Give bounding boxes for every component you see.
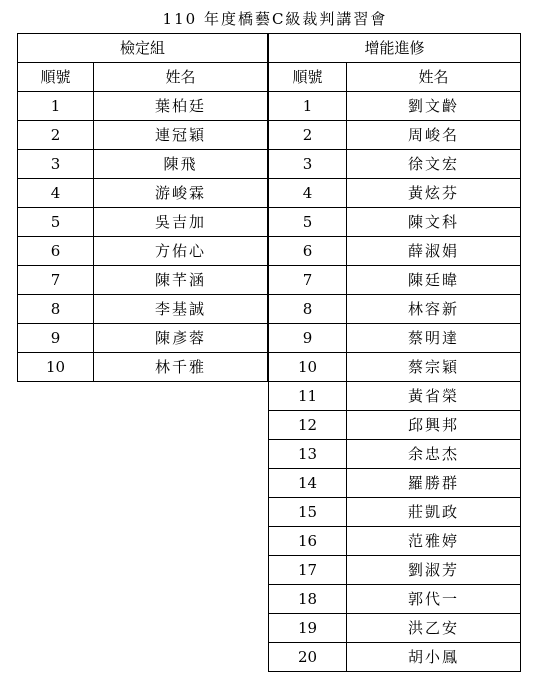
- table-row: [18, 92, 268, 121]
- row-number: 6: [18, 237, 94, 266]
- row-number: 20: [269, 643, 347, 672]
- row-name: 余忠杰: [347, 440, 521, 469]
- table-row: [18, 121, 268, 150]
- table-row: [269, 324, 521, 353]
- column-header-no: 順號: [18, 63, 94, 92]
- column-header-row: [18, 63, 268, 92]
- row-name: 薛淑娟: [347, 237, 521, 266]
- column-header-row: [269, 63, 521, 92]
- page-title: 110 年度橋藝C級裁判講習會: [162, 10, 388, 28]
- row-name: 李基誠: [94, 295, 268, 324]
- row-number: 19: [269, 614, 347, 643]
- row-number: 5: [18, 208, 94, 237]
- table-row: [269, 92, 521, 121]
- row-name: 蔡宗穎: [347, 353, 521, 382]
- row-name: 葉柏廷: [94, 92, 268, 121]
- row-name: 羅勝群: [347, 469, 521, 498]
- row-number: 14: [269, 469, 347, 498]
- row-name: 范雅婷: [347, 527, 521, 556]
- table-row: [269, 411, 521, 440]
- row-number: 6: [269, 237, 347, 266]
- row-name: 郭代一: [347, 585, 521, 614]
- row-number: 11: [269, 382, 347, 411]
- row-number: 9: [269, 324, 347, 353]
- row-number: 1: [269, 92, 347, 121]
- group-header-row: [18, 34, 268, 63]
- row-number: 3: [269, 150, 347, 179]
- table-row: [269, 266, 521, 295]
- table-row: [269, 498, 521, 527]
- row-name: 洪乙安: [347, 614, 521, 643]
- table-row: [269, 353, 521, 382]
- row-number: 17: [269, 556, 347, 585]
- row-name: 黃炫芬: [347, 179, 521, 208]
- table-row: [269, 121, 521, 150]
- row-name: 陳廷暐: [347, 266, 521, 295]
- row-number: 2: [269, 121, 347, 150]
- row-name: 莊凱政: [347, 498, 521, 527]
- right-group-body: [269, 92, 521, 672]
- table-row: [269, 527, 521, 556]
- column-header-no: 順號: [269, 63, 347, 92]
- row-number: 8: [269, 295, 347, 324]
- table-row: [269, 643, 521, 672]
- row-name: 陳飛: [94, 150, 268, 179]
- row-name: 劉淑芳: [347, 556, 521, 585]
- table-row: [18, 208, 268, 237]
- right-group-table: [268, 33, 521, 672]
- row-number: 13: [269, 440, 347, 469]
- row-name: 方佑心: [94, 237, 268, 266]
- row-number: 4: [18, 179, 94, 208]
- table-row: [18, 266, 268, 295]
- row-name: 陳文科: [347, 208, 521, 237]
- row-name: 邱興邦: [347, 411, 521, 440]
- row-name: 黃省榮: [347, 382, 521, 411]
- row-number: 2: [18, 121, 94, 150]
- row-name: 吳吉加: [94, 208, 268, 237]
- table-row: [269, 556, 521, 585]
- group-header: 檢定組: [18, 34, 268, 63]
- row-number: 10: [269, 353, 347, 382]
- row-number: 10: [18, 353, 94, 382]
- column-header-name: 姓名: [94, 63, 268, 92]
- row-number: 7: [269, 266, 347, 295]
- row-name: 游峻霖: [94, 179, 268, 208]
- table-row: [18, 237, 268, 266]
- group-header: 增能進修: [269, 34, 521, 63]
- row-number: 18: [269, 585, 347, 614]
- table-row: [269, 440, 521, 469]
- row-name: 周峻名: [347, 121, 521, 150]
- column-header-name: 姓名: [347, 63, 521, 92]
- table-row: [269, 295, 521, 324]
- row-number: 1: [18, 92, 94, 121]
- row-name: 連冠穎: [94, 121, 268, 150]
- table-row: [269, 382, 521, 411]
- row-number: 8: [18, 295, 94, 324]
- table-row: [18, 295, 268, 324]
- table-row: [18, 324, 268, 353]
- table-row: [269, 208, 521, 237]
- row-number: 12: [269, 411, 347, 440]
- row-name: 蔡明達: [347, 324, 521, 353]
- left-group-body: [18, 92, 268, 382]
- table-row: [269, 179, 521, 208]
- left-group-table: [17, 33, 268, 382]
- row-number: 5: [269, 208, 347, 237]
- table-row: [269, 585, 521, 614]
- group-header-row: [269, 34, 521, 63]
- table-row: [269, 469, 521, 498]
- table-row: [18, 353, 268, 382]
- table-row: [269, 237, 521, 266]
- row-name: 胡小鳳: [347, 643, 521, 672]
- table-row: [269, 150, 521, 179]
- row-number: 3: [18, 150, 94, 179]
- row-name: 林容新: [347, 295, 521, 324]
- row-number: 9: [18, 324, 94, 353]
- table-row: [18, 150, 268, 179]
- table-row: [18, 179, 268, 208]
- row-number: 15: [269, 498, 347, 527]
- row-number: 4: [269, 179, 347, 208]
- row-number: 16: [269, 527, 347, 556]
- row-name: 徐文宏: [347, 150, 521, 179]
- table-row: [269, 614, 521, 643]
- row-number: 7: [18, 266, 94, 295]
- row-name: 陳芊涵: [94, 266, 268, 295]
- row-name: 劉文齡: [347, 92, 521, 121]
- row-name: 林千雅: [94, 353, 268, 382]
- row-name: 陳彥蓉: [94, 324, 268, 353]
